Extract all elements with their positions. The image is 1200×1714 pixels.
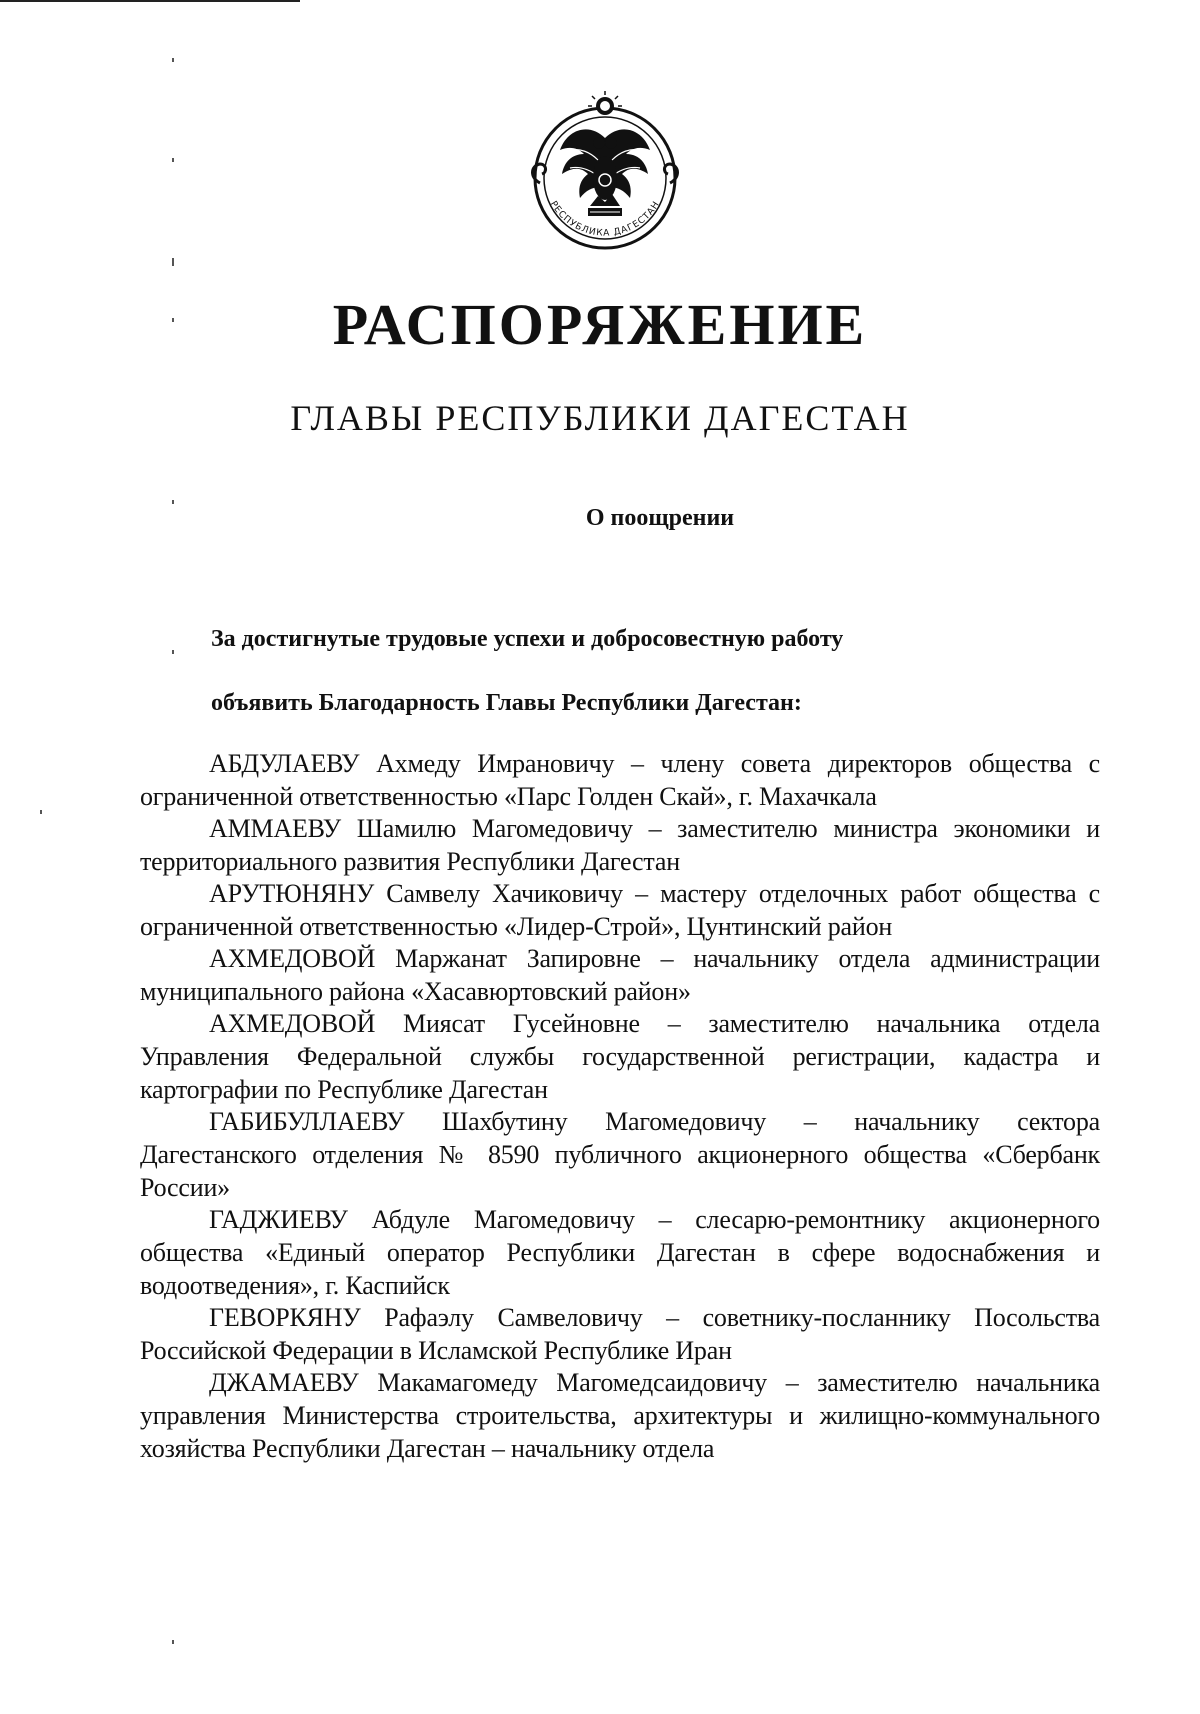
award-entry: АММАЕВУ Шамилю Магомедовичу – заместителю министра экономики и территориального развития Республики Дагестан — [140, 814, 1100, 876]
award-entry: АХМЕДОВОЙ Миясат Гусейновне – заместителю начальника отдела Управления Федеральной службы государственной регистрации, кадастра и картографии по Республике Дагестан — [140, 1009, 1100, 1104]
preamble-line-2: объявить Благодарность Главы Республики Дагестан: — [211, 690, 802, 716]
svg-text:РЕСПУБЛИКА ДАГЕСТАН: РЕСПУБЛИКА ДАГЕСТАН — [547, 199, 663, 239]
scan-speck — [172, 158, 174, 162]
scan-speck — [172, 1640, 174, 1644]
award-entry: ГАБИБУЛЛАЕВУ Шахбутину Магомедовичу – начальнику сектора Дагестанского отделения № 8590 публичного акционерного общества «Сбербанк России» — [140, 1107, 1100, 1202]
award-entry: ГАДЖИЕВУ Абдуле Магомедовичу – слесарю-ремонтнику акционерного общества «Единый оператор Республики Дагестан в сфере водоснабжения и водоотведения», г. Каспийск — [140, 1205, 1100, 1300]
scan-speck — [172, 500, 174, 504]
award-entry: ДЖАМАЕВУ Макамагомеду Магомедсаидовичу – заместителю начальника управления Министерства строительства, архитектуры и жилищно-коммунального хозяйства Республики Дагестан – начальнику отдела — [140, 1368, 1100, 1463]
award-entry: ГЕВОРКЯНУ Рафаэлу Самвеловичу – советнику-посланнику Посольства Российской Федерации в Исламской Республике Иран — [140, 1303, 1100, 1365]
scan-speck — [172, 650, 174, 654]
top-edge-rule — [0, 0, 300, 2]
award-entry: АХМЕДОВОЙ Маржанат Запировне – начальнику отдела администрации муниципального района «Хасавюртовский район» — [140, 944, 1100, 1006]
award-entry: АБДУЛАЕВУ Ахмеду Имрановичу – члену совета директоров общества с ограниченной ответственностью «Парс Голден Скай», г. Махачкала — [140, 749, 1100, 811]
scan-speck — [172, 258, 174, 266]
coat-of-arms-dagestan-icon — [520, 88, 690, 258]
award-entry: АРУТЮНЯНУ Самвелу Хачиковичу – мастеру отделочных работ общества с ограниченной ответственностью «Лидер-Строй», Цунтинский район — [140, 879, 1100, 941]
scan-speck — [172, 58, 174, 62]
document-subtitle: ГЛАВЫ РЕСПУБЛИКИ ДАГЕСТАН — [290, 398, 910, 438]
document-subject: О поощрении — [585, 505, 735, 531]
scan-speck — [172, 318, 174, 322]
document-title: РАСПОРЯЖЕНИЕ — [332, 292, 868, 357]
award-list — [140, 747, 1100, 1464]
preamble-line-1: За достигнутые трудовые успехи и добросовестную работу — [211, 626, 844, 652]
scan-speck — [40, 810, 42, 814]
